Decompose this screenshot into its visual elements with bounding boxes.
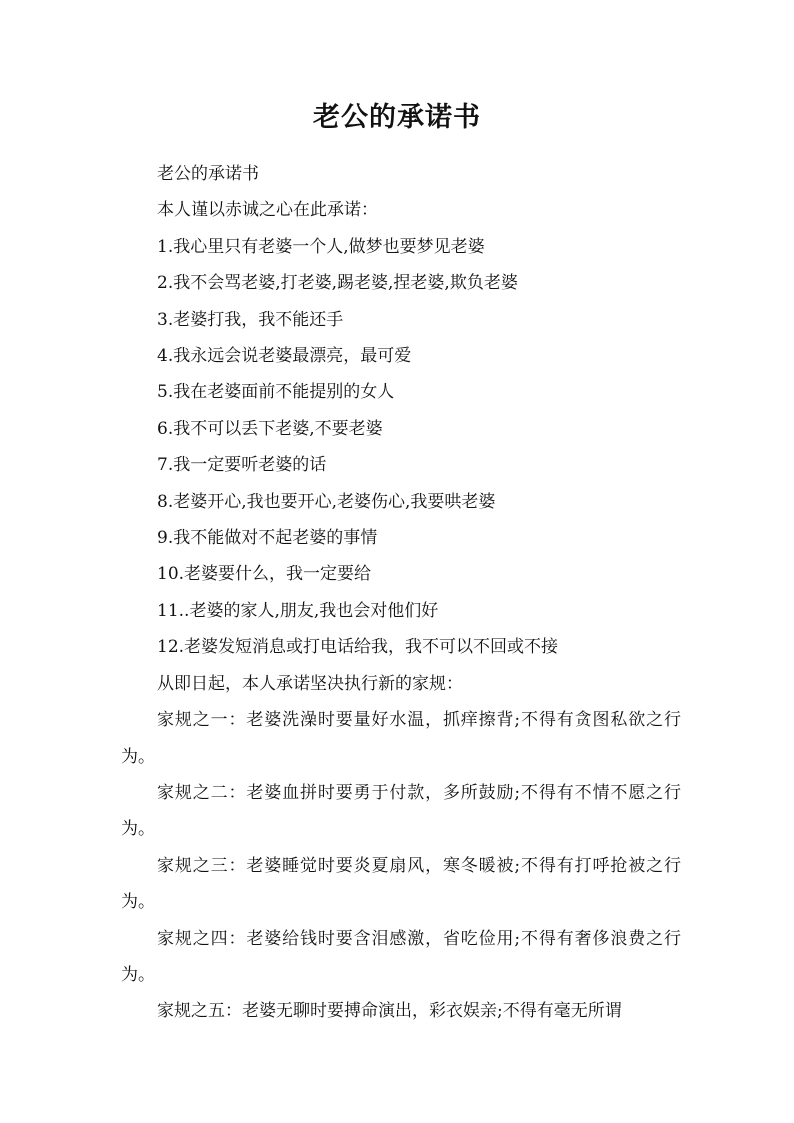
subtitle-line: 老公的承诺书	[157, 164, 259, 184]
promise-item: 6.我不可以丢下老婆,不要老婆	[157, 418, 383, 439]
document-title: 老公的承诺书	[313, 102, 481, 133]
promise-item: 9.我不能做对不起老婆的事情	[157, 528, 378, 549]
promise-item: 5.我在老婆面前不能提别的女人	[157, 382, 395, 403]
promise-item: 11..老婆的家人,朋友,我也会对他们好	[157, 600, 439, 621]
promise-item: 2.我不会骂老婆,打老婆,踢老婆,捏老婆,欺负老婆	[157, 273, 518, 294]
promise-item: 8.老婆开心,我也要开心,老婆伤心,我要哄老婆	[157, 491, 496, 512]
rule-paragraph: 家规之二：老婆血拼时要勇于付款，多所鼓励;不得有不情不愿之行为。	[121, 782, 681, 840]
promise-item: 3.老婆打我，我不能还手	[157, 309, 344, 330]
intro-line: 本人谨以赤诚之心在此承诺：	[157, 200, 378, 221]
rule-paragraph: 家规之三：老婆睡觉时要炎夏扇风，寒冬暖被;不得有打呼抢被之行为。	[121, 855, 681, 913]
document-body	[121, 156, 681, 1030]
promise-item: 12.老婆发短消息或打电话给我，我不可以不回或不接	[157, 637, 559, 658]
promise-item: 10.老婆要什么，我一定要给	[157, 564, 372, 585]
promise-item: 4.我永远会说老婆最漂亮，最可爱	[157, 346, 412, 367]
rule-paragraph: 家规之五：老婆无聊时要搏命演出，彩衣娱亲;不得有毫无所谓	[157, 1001, 622, 1022]
rules-intro-line: 从即日起，本人承诺坚决执行新的家规：	[157, 673, 463, 694]
rule-paragraph: 家规之一：老婆洗澡时要量好水温，抓痒擦背;不得有贪图私欲之行为。	[121, 710, 681, 767]
promise-item: 7.我一定要听老婆的话	[157, 455, 327, 476]
promise-item: 1.我心里只有老婆一个人,做梦也要梦见老婆	[157, 236, 485, 257]
rule-paragraph: 家规之四：老婆给钱时要含泪感激，省吃俭用;不得有奢侈浪费之行为。	[121, 928, 681, 985]
